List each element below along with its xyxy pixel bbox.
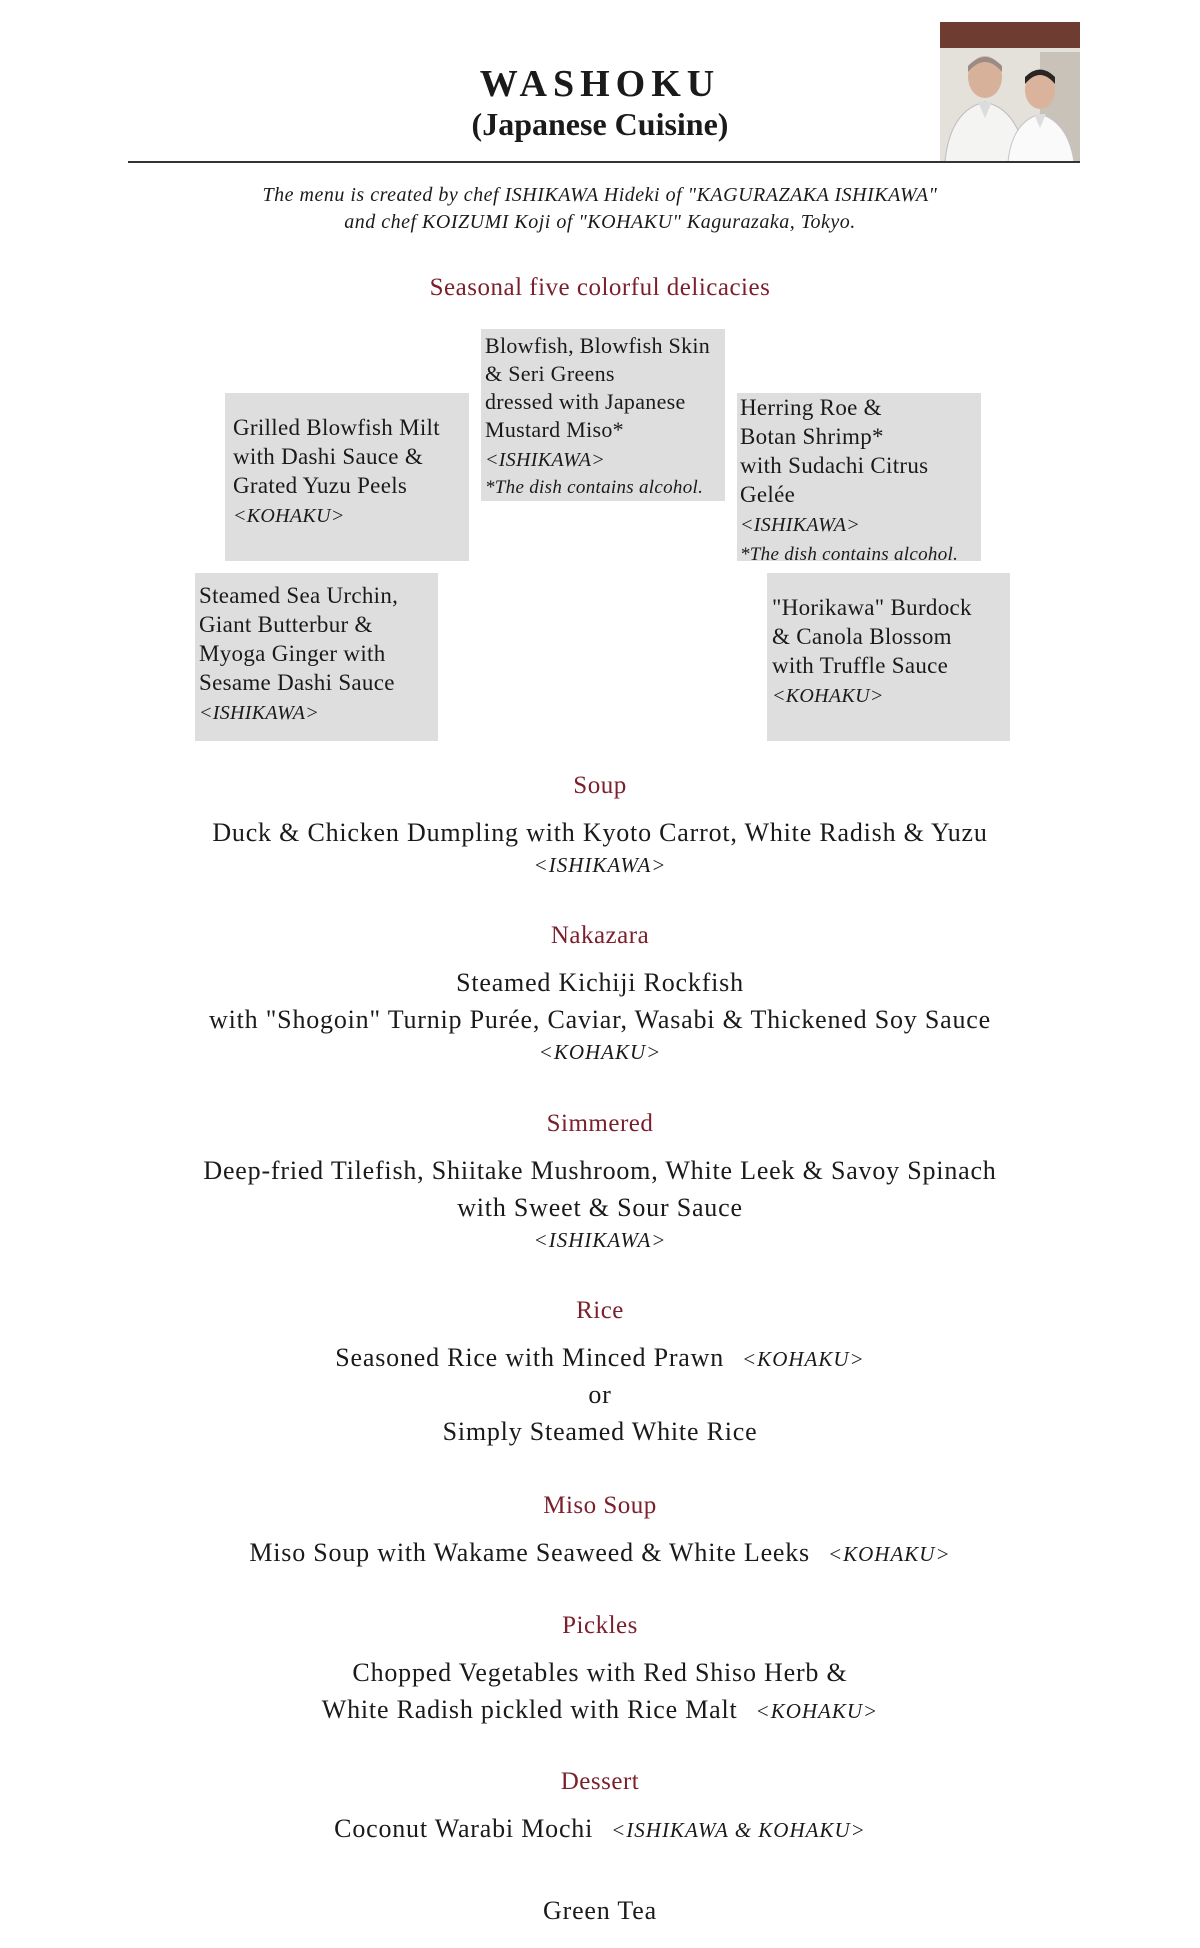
nakazara-dish-line-1: Steamed Kichiji Rockfish [456, 968, 744, 997]
delicacies-heading: Seasonal five colorful delicacies [429, 274, 771, 301]
delicacy-line: Gelée [740, 482, 796, 507]
dessert-dish: Coconut Warabi Mochi [334, 1814, 594, 1843]
soup-heading: Soup [573, 772, 627, 799]
delicacy-item [195, 573, 438, 741]
delicacy-item [225, 393, 469, 561]
pickles-chef: <KOHAKU> [755, 1699, 879, 1723]
rice-option-1 [0, 1343, 1200, 1373]
delicacy-line: Steamed Sea Urchin, [199, 583, 399, 608]
rice-option-2: Simply Steamed White Rice [442, 1417, 758, 1446]
dessert-line [0, 1814, 1200, 1844]
pickles-line-2 [0, 1695, 1200, 1725]
nakazara-dish-line-2: with "Shogoin" Turnip Purée, Caviar, Wasabi & Thickened Soy Sauce [209, 1005, 991, 1034]
pickles-dish-line-2: White Radish pickled with Rice Malt [321, 1695, 738, 1724]
nakazara-heading: Nakazara [550, 922, 650, 949]
delicacy-line: dressed with Japanese [485, 389, 686, 414]
delicacy-item [767, 573, 1010, 741]
alcohol-note: *The dish contains alcohol. [740, 544, 959, 565]
chefs-photo [940, 22, 1080, 162]
menu-title: WASHOKU [479, 63, 721, 105]
soup-dish: Duck & Chicken Dumpling with Kyoto Carrot, White Radish & Yuzu [212, 818, 988, 847]
simmered-dish-line-1: Deep-fried Tilefish, Shiitake Mushroom, White Leek & Savoy Spinach [203, 1156, 997, 1185]
delicacy-line: Herring Roe & [740, 395, 882, 420]
delicacy-item [737, 393, 981, 565]
miso-heading: Miso Soup [543, 1492, 657, 1519]
delicacy-line: & Seri Greens [485, 361, 615, 386]
header-divider [128, 161, 1080, 163]
delicacy-line: with Truffle Sauce [772, 653, 949, 678]
delicacy-line: with Dashi Sauce & [233, 444, 424, 469]
dessert-chef: <ISHIKAWA & KOHAKU> [611, 1818, 866, 1842]
soup-chef: <ISHIKAWA> [533, 853, 667, 877]
rice-or: or [588, 1380, 612, 1409]
delicacy-line: Grilled Blowfish Milt [233, 415, 440, 440]
delicacy-item [481, 329, 725, 501]
pickles-heading: Pickles [562, 1612, 638, 1639]
nakazara-chef: <KOHAKU> [538, 1040, 662, 1064]
intro-line-1: The menu is created by chef ISHIKAWA Hideki of "KAGURAZAKA ISHIKAWA" [262, 184, 938, 206]
green-tea: Green Tea [543, 1896, 657, 1925]
delicacy-line: "Horikawa" Burdock [772, 595, 972, 620]
chef-credit: <KOHAKU> [233, 505, 345, 527]
pickles-dish-line-1: Chopped Vegetables with Red Shiso Herb & [352, 1658, 848, 1687]
simmered-heading: Simmered [546, 1110, 654, 1137]
delicacy-line: Grated Yuzu Peels [233, 473, 408, 498]
rice-chef: <KOHAKU> [742, 1347, 865, 1371]
miso-chef: <KOHAKU> [827, 1542, 951, 1566]
chefs-photo-image [940, 22, 1080, 162]
rice-dish-1: Seasoned Rice with Minced Prawn [335, 1343, 725, 1372]
simmered-chef: <ISHIKAWA> [533, 1228, 667, 1252]
chef-credit: <ISHIKAWA> [740, 514, 861, 536]
alcohol-note: *The dish contains alcohol. [485, 477, 704, 498]
dessert-heading: Dessert [560, 1768, 640, 1795]
delicacy-line: Sesame Dashi Sauce [199, 670, 395, 695]
simmered-dish-line-2: with Sweet & Sour Sauce [457, 1193, 743, 1222]
delicacy-line: with Sudachi Citrus [740, 453, 929, 478]
miso-dish: Miso Soup with Wakame Seaweed & White Leeks [249, 1538, 810, 1567]
chef-credit: <KOHAKU> [772, 685, 884, 707]
delicacy-line: & Canola Blossom [772, 624, 952, 649]
delicacy-line: Botan Shrimp* [740, 424, 884, 449]
menu-subtitle: (Japanese Cuisine) [471, 106, 729, 142]
intro-line-2: and chef KOIZUMI Koji of "KOHAKU" Kagurazaka, Tokyo. [344, 211, 856, 233]
intro-text [0, 182, 1200, 236]
chef-credit: <ISHIKAWA> [485, 449, 606, 471]
delicacy-line: Giant Butterbur & [199, 612, 373, 637]
miso-line [0, 1538, 1200, 1568]
rice-heading: Rice [576, 1297, 624, 1324]
delicacy-line: Blowfish, Blowfish Skin [485, 333, 711, 358]
chef-credit: <ISHIKAWA> [199, 702, 320, 724]
delicacy-line: Mustard Miso* [485, 417, 624, 442]
delicacy-line: Myoga Ginger with [199, 641, 386, 666]
